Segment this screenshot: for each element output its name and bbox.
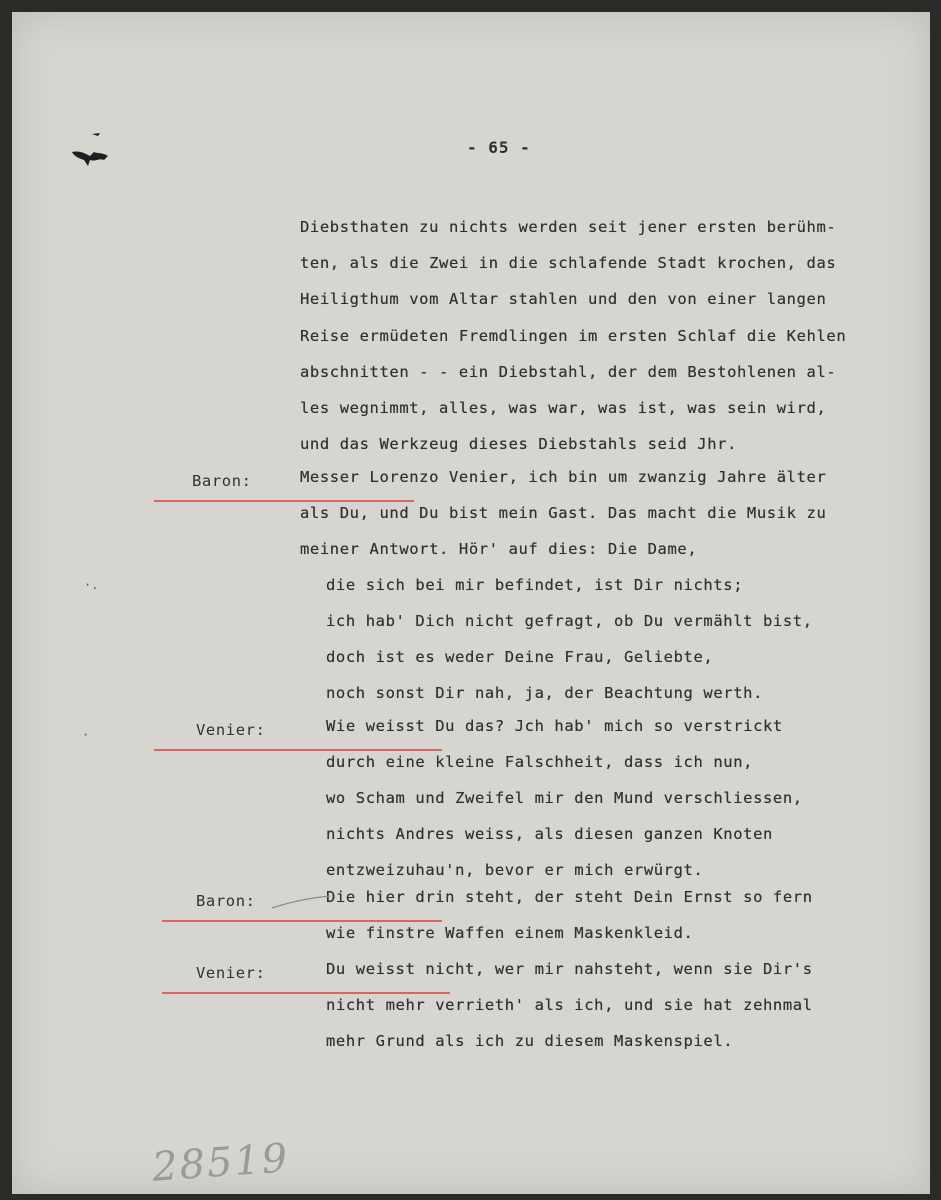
ink-mark-icon	[68, 130, 116, 178]
dialogue-line: ich hab' Dich nicht gefragt, ob Du vermählt bist,	[326, 612, 813, 630]
dialogue-line: nicht mehr verrieth' als ich, und sie hat zehnmal	[326, 996, 813, 1014]
dialogue-line: Die hier drin steht, der steht Dein Ernst so fern	[326, 888, 813, 906]
dialogue-line: noch sonst Dir nah, ja, der Beachtung werth.	[326, 684, 763, 702]
text-line: ten, als die Zwei in die schlafende Stadt krochen, das	[300, 254, 837, 273]
text-line: Reise ermüdeten Fremdlingen im ersten Schlaf die Kehlen	[300, 326, 847, 345]
dialogue-line: Wie weisst Du das? Jch hab' mich so verstrickt	[326, 717, 783, 735]
text-line: abschnitten - - ein Diebstahl, der dem Bestohlenen al-	[300, 362, 837, 381]
page-number: - 65 -	[467, 138, 531, 157]
archive-number: 28519	[150, 1135, 291, 1191]
dialogue-line: als Du, und Du bist mein Gast. Das macht die Musik zu	[300, 504, 827, 522]
dialogue-line: Du weisst nicht, wer mir nahsteht, wenn sie Dir's	[326, 960, 813, 978]
speaker-label: Venier:	[196, 721, 266, 739]
text-line: Heiligthum vom Altar stahlen und den von einer langen	[300, 290, 827, 309]
dialogue-line: durch eine kleine Falschheit, dass ich nun,	[326, 753, 754, 771]
margin-dots: ·	[82, 728, 90, 742]
speaker-underline	[162, 992, 450, 994]
dialogue-line: wo Scham und Zweifel mir den Mund verschliessen,	[326, 789, 803, 807]
pencil-stroke	[270, 894, 332, 910]
speaker-underline	[162, 920, 442, 922]
dialogue-line: doch ist es weder Deine Frau, Geliebte,	[326, 648, 714, 666]
dialogue-line: wie finstre Waffen einem Maskenkleid.	[326, 924, 694, 942]
text-line: Diebsthaten zu nichts werden seit jener ersten berühm-	[300, 218, 837, 236]
dialogue-line: Messer Lorenzo Venier, ich bin um zwanzig Jahre älter	[300, 468, 827, 486]
document-page	[12, 12, 930, 1194]
dialogue-line: mehr Grund als ich zu diesem Maskenspiel.	[326, 1032, 734, 1050]
dialogue-line: nichts Andres weiss, als diesen ganzen Knoten	[326, 825, 773, 843]
speaker-underline	[154, 500, 414, 502]
dialogue-line: die sich bei mir befindet, ist Dir nichts;	[326, 576, 744, 594]
dialogue-line: entzweizuhau'n, bevor er mich erwürgt.	[326, 861, 704, 879]
text-line: les wegnimmt, alles, was war, was ist, was sein wird,	[300, 399, 827, 417]
dialogue-line: meiner Antwort. Hör' auf dies: Die Dame,	[300, 540, 698, 558]
text-line: und das Werkzeug dieses Diebstahls seid Jhr.	[300, 435, 737, 454]
margin-dots: ·.	[84, 578, 99, 592]
speaker-label: Venier:	[196, 964, 266, 982]
speaker-label: Baron:	[192, 472, 252, 490]
speaker-label: Baron:	[196, 892, 256, 910]
speaker-underline	[154, 749, 442, 751]
